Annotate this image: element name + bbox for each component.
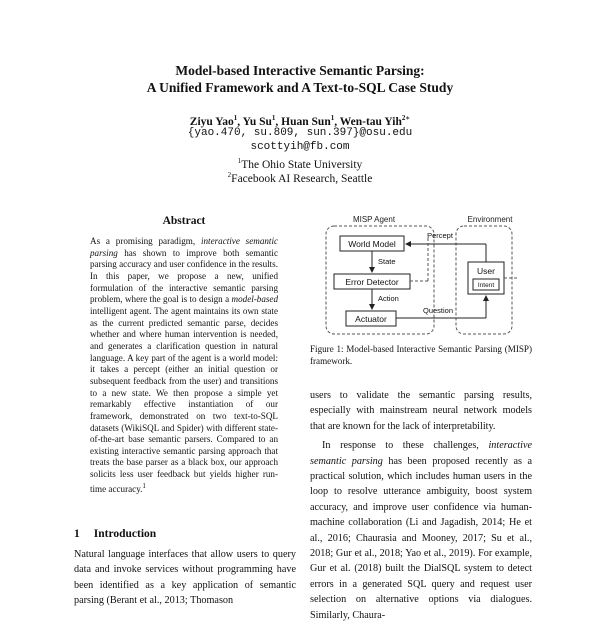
affiliation-name: Facebook AI Research, Seattle — [231, 172, 373, 185]
section-heading — [74, 528, 156, 540]
abstract-text: intelligent agent. The agent maintains its own state as the current predicted semantic parse, decides whether and where human intervention is needed, and generates a clarification question in natural language. A key part of the agent is a world model: it takes a percept (either an initial question or subsequent feedback from the user) and transitions to a new state. We then propose a simple yet remarkably effective instantiation of our framework, demonstrated on two text-to-SQL datasets (WikiSQL and Spider) with different state-of-the-art base semantic parsers. Compared to an existing interactive semantic parsing approach that treats the base parser as a black box, our approach solicits less user feedback but yields higher run-time accuracy. — [90, 305, 278, 494]
paragraph: users to validate the semantic parsing results, especially with mainstream neural network models that are known for the lack of interpretability. — [310, 390, 532, 432]
author-emails-2: scottyih@fb.com — [250, 141, 350, 153]
author-sup: 1 — [233, 114, 238, 122]
footnote-mark: 1 — [142, 481, 146, 490]
intro-paragraph: Natural language interfaces that allow users to query data and invoke services without programming have been identified as a key application of semantic parsing (Berant et al., 2013; Thomason — [74, 549, 296, 607]
paragraph-text: has been proposed recently as a practical solution, which includes human users in the loop to resolve utterance ambiguity, boost system accuracy, and improve user confidence via human-machine collaboration (Li and Jagadish, 2014; He et al., 2016; Chaurasia and Mooney, 2017; Su et al., 2018; Gur et al., 2018; Yao et al., 2019). For example, Gur et al. (2018) built the DialSQL system to detect errors in a generated SQL query and request user selection on alternative options via dialogues. Similarly, Chaura- — [310, 455, 532, 621]
paragraph-text: In response to these challenges, — [322, 440, 489, 452]
intent-label: Intent — [477, 282, 495, 289]
figure-caption: Figure 1: Model-based Interactive Semantic Parsing (MISP) framework. — [310, 344, 532, 366]
section-title: Introduction — [93, 528, 157, 540]
world-model-label: World Model — [348, 239, 396, 249]
actuator-label: Actuator — [355, 314, 387, 324]
author-sup: 2∗ — [401, 114, 411, 122]
environment-label: Environment — [467, 215, 513, 224]
affiliation-2 — [0, 168, 600, 186]
author-list: Ziyu Yao$^1$, Yu Su$^1$, Huan Sun$^1$, Wen-tau Yih$^{2∗}$ — [189, 114, 411, 128]
author-name: Ziyu Yao — [189, 115, 234, 128]
state-label: State — [378, 257, 396, 266]
percept-label: Percept — [427, 231, 453, 240]
author-name: Huan Sun — [281, 115, 331, 128]
section-number: 1 — [74, 528, 80, 540]
paper-title-line1: Model-based Interactive Semantic Parsing: — [175, 63, 425, 78]
action-label: Action — [378, 294, 399, 303]
abstract-body — [90, 236, 278, 495]
author-name: Yu Su — [242, 115, 272, 128]
paper-title-line2: A Unified Framework and A Text-to-SQL Case Study — [146, 80, 454, 95]
question-label: Question — [422, 306, 454, 315]
author-name: Wen-tau Yih — [339, 115, 402, 128]
affiliation-sup: 2 — [227, 171, 232, 179]
right-column-text — [310, 388, 532, 623]
abstract-text: As a promising paradigm, — [90, 236, 201, 246]
author-sup: 1 — [330, 114, 335, 122]
abstract-emphasis: model-based — [231, 294, 278, 305]
user-label: User — [477, 266, 495, 276]
abstract-text: has shown to improve both semantic parsing accuracy and user confidence in the results. In this paper, we propose a new, unified formulation of the interactive semantic parsing problem, where the goal is to design a — [90, 247, 278, 305]
affiliation-sup: 1 — [237, 157, 242, 165]
affiliation-name: The Ohio State University — [241, 158, 363, 171]
figure-1 — [318, 210, 528, 340]
author-emails-1: {yao.470, su.809, sun.397}@osu.edu — [187, 127, 413, 139]
abstract-emphasis: interactive semantic parsing — [90, 236, 279, 258]
agent-label: MISP Agent — [352, 215, 396, 224]
paragraph-emphasis: interactive semantic parsing — [310, 440, 532, 467]
paragraph — [310, 438, 532, 623]
author-sup: 1 — [271, 114, 276, 122]
misp-diagram — [318, 210, 528, 340]
abstract-heading: Abstract — [162, 215, 206, 227]
error-detector-label: Error Detector — [345, 277, 399, 287]
